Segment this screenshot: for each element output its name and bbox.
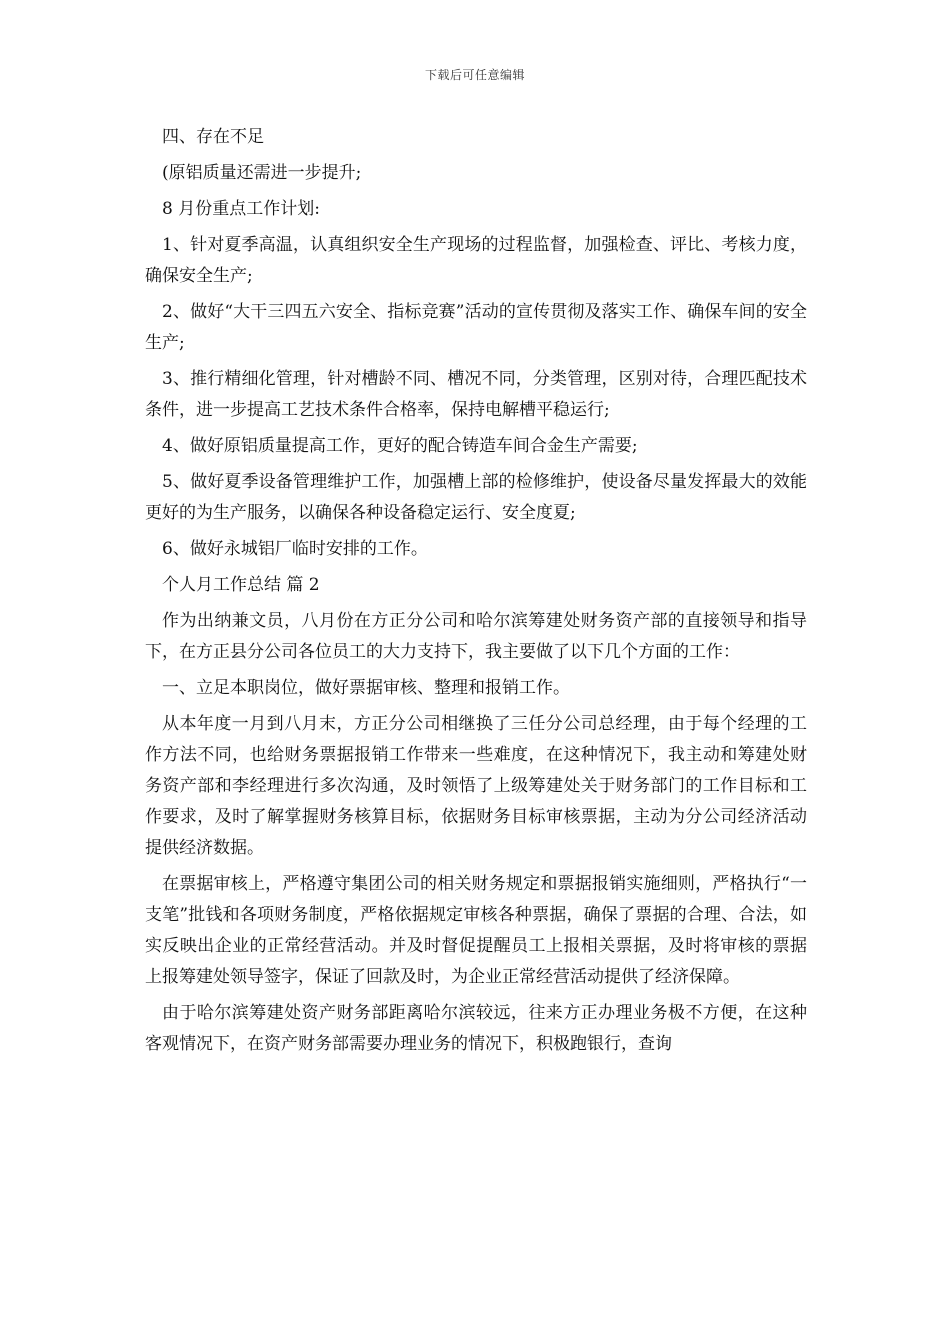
article-title: 个人月工作总结 篇 2 <box>162 575 320 595</box>
paragraph-list-item: 4、做好原铝质量提高工作，更好的配合铸造车间合金生产需要; <box>162 436 638 456</box>
paragraph: 由于哈尔滨筹建处资产财务部距离哈尔滨较远，往来方正办理业务极不方便，在这种客观情况下，在资产财务部需要办理业务的情况下，积极跑银行，查询 <box>145 1003 807 1054</box>
document-body <box>145 122 807 1065</box>
paragraph: 从本年度一月到八月末，方正分公司相继换了三任分公司总经理，由于每个经理的工作方法不同，也给财务票据报销工作带来一些难度，在这种情况下，我主动和筹建处财务资产部和李经理进行多次沟通，及时领悟了上级筹建处关于财务部门的工作目标和工作要求，及时了解掌握财务核算目标，依据财务目标审核票据，主动为分公司经济活动提供经济数据。 <box>145 714 807 858</box>
paragraph: 在票据审核上，严格遵守集团公司的相关财务规定和票据报销实施细则，严格执行“一支笔”批钱和各项财务制度，严格依据规定审核各种票据，确保了票据的合理、合法，如实反映出企业的正常经营活动。并及时督促提醒员工上报相关票据，及时将审核的票据上报筹建处领导签字，保证了回款及时，为企业正常经营活动提供了经济保障。 <box>145 874 807 987</box>
paragraph-list-item: 1、针对夏季高温，认真组织安全生产现场的过程监督，加强检查、评比、考核力度，确保安全生产; <box>145 235 807 286</box>
page-header: 下载后可任意编辑 <box>424 68 525 82</box>
paragraph-list-item: 3、推行精细化管理，针对槽龄不同、槽况不同，分类管理，区别对待，合理匹配技术条件，进一步提高工艺技术条件合格率，保持电解槽平稳运行; <box>145 369 807 420</box>
paragraph-list-item: 6、做好永城铝厂临时安排的工作。 <box>162 539 428 559</box>
paragraph-list-item: 5、做好夏季设备管理维护工作，加强槽上部的检修维护，使设备尽量发挥最大的效能更好的为生产服务，以确保各种设备稳定运行、安全度夏; <box>145 472 807 523</box>
paragraph-list-item: 2、做好“大干三四五六安全、指标竞赛”活动的宣传贯彻及落实工作、确保车间的安全生产; <box>145 302 807 353</box>
paragraph-plan-heading: 8 月份重点工作计划: <box>162 199 320 219</box>
paragraph: (原铝质量还需进一步提升; <box>162 163 362 183</box>
paragraph: 作为出纳兼文员，八月份在方正分公司和哈尔滨筹建处财务资产部的直接领导和指导下，在方正县分公司各位员工的大力支持下，我主要做了以下几个方面的工作： <box>145 611 807 662</box>
paragraph-section-heading: 四、存在不足 <box>162 127 264 147</box>
paragraph-subheading: 一、立足本职岗位，做好票据审核、整理和报销工作。 <box>162 678 570 698</box>
